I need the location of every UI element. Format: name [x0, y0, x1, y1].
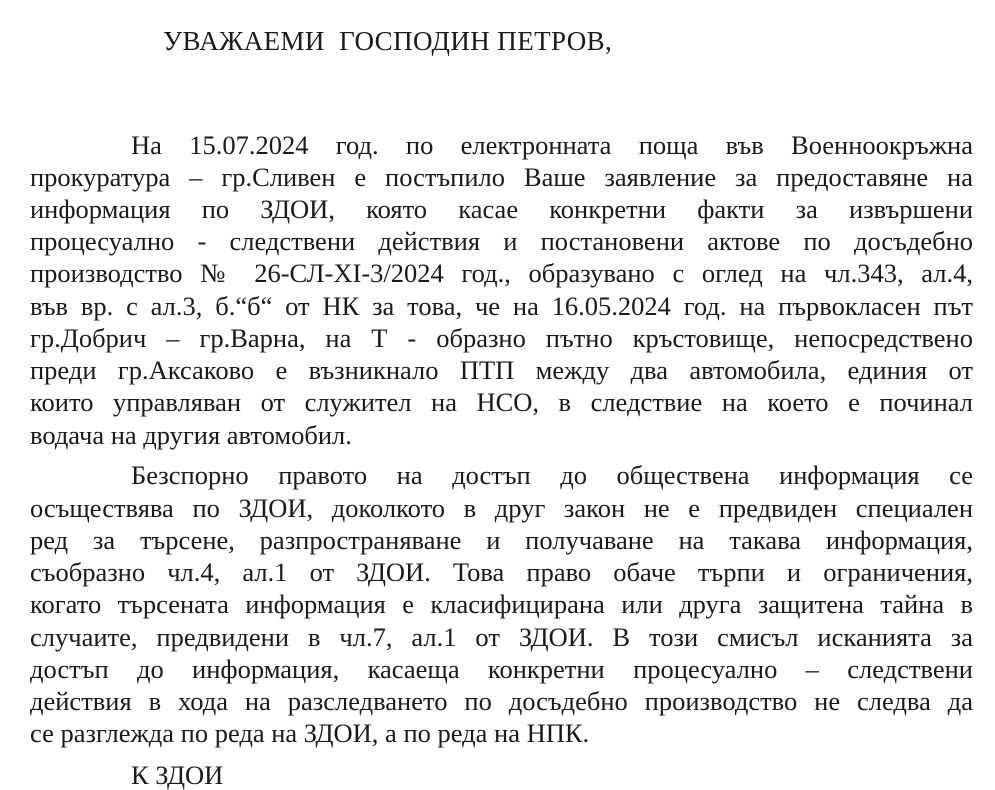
paragraph-1-line: На 15.07.2024 год. по електронната поща във Военноокръжна: [131, 130, 973, 160]
cutoff-line: К ЗДОИ: [131, 760, 224, 790]
paragraph-2-line: съобразно чл.4, ал.1 от ЗДОИ. Това право обаче търпи и ограничения,: [30, 557, 973, 587]
paragraph-2-line: достъп до информация, касаеща конкретни процесуално – следствени: [30, 654, 973, 684]
paragraph-2-line: действия в хода на разследването по досъдебно производство не следва да: [30, 686, 973, 716]
salutation: УВАЖАЕМИ ГОСПОДИН ПЕТРОВ,: [163, 26, 613, 56]
paragraph-2-line: когато търсената информация е класифицирана или друга защитена тайна в: [30, 589, 973, 619]
paragraph-1-line: водача на другия автомобил.: [30, 420, 352, 450]
paragraph-1-line: преди гр.Аксаково е възникнало ПТП между два автомобила, единия от: [30, 355, 973, 385]
paragraph-2-line: ред за търсене, разпространяване и получаване на такава информация,: [30, 525, 973, 555]
paragraph-1-line: информация по ЗДОИ, която касае конкретни факти за извършени: [30, 194, 973, 224]
paragraph-1-line: производство № 26-СЛ-ХI-3/2024 год., образувано с оглед на чл.343, ал.4,: [30, 258, 973, 288]
paragraph-1-line: гр.Добрич – гр.Варна, на Т - образно пътно кръстовище, непосредствено: [30, 323, 973, 353]
paragraph-1-line: прокуратура – гр.Сливен е постъпило Ваше заявление за предоставяне на: [30, 162, 973, 192]
paragraph-1-line: процесуално - следствени действия и постановени актове по досъдебно: [30, 226, 973, 256]
paragraph-2-line: осъществява по ЗДОИ, доколкото в друг закон не е предвиден специален: [30, 493, 973, 523]
paragraph-1-line: които управляван от служител на НСО, в следствие на което е починал: [30, 387, 973, 417]
paragraph-2-line: се разглежда по реда на ЗДОИ, а по реда на НПК.: [30, 718, 590, 748]
paragraph-2-line: случаите, предвидени в чл.7, ал.1 от ЗДОИ. В този смисъл исканията за: [30, 622, 973, 652]
paragraph-1-line: във вр. с ал.3, б.“б“ от НК за това, че на 16.05.2024 год. на първокласен път: [30, 291, 973, 321]
paragraph-2-line: Безспорно правото на достъп до обществена информация се: [131, 460, 973, 490]
